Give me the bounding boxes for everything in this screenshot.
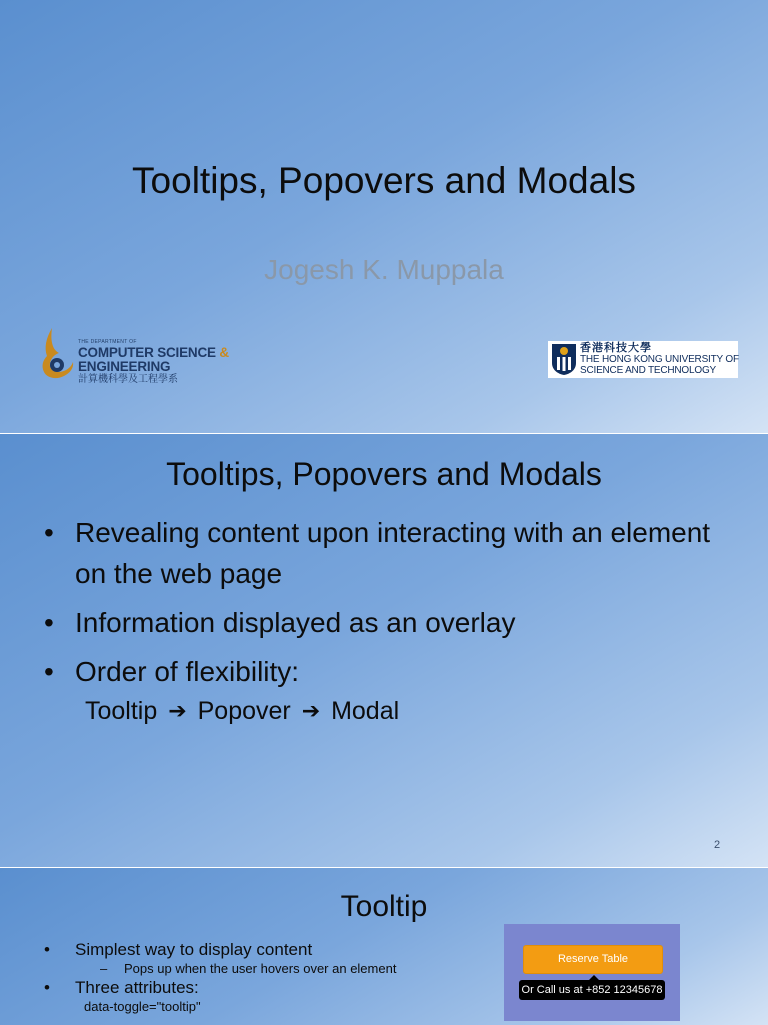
cse-swoosh-icon bbox=[38, 326, 76, 382]
bullet-icon: • bbox=[44, 656, 54, 687]
hkust-logo bbox=[548, 341, 738, 378]
right-arrow-icon: ➔ bbox=[168, 698, 187, 723]
hkust-name-line2: SCIENCE AND TECHNOLOGY bbox=[580, 365, 717, 376]
code-line: data-toggle="tooltip" bbox=[84, 999, 201, 1014]
bullet-list bbox=[44, 512, 744, 700]
sub-list-item bbox=[44, 960, 484, 978]
bullet-text: Order of flexibility: bbox=[75, 656, 300, 687]
author-name: Jogesh K. Muppala bbox=[264, 254, 504, 285]
reserve-table-button[interactable]: Reserve Table bbox=[523, 945, 663, 974]
list-item bbox=[44, 651, 744, 692]
tooltip-demo-image bbox=[504, 924, 680, 1021]
title-slide bbox=[0, 0, 768, 433]
tooltip-slide bbox=[0, 867, 768, 1025]
cse-dept-small-label: THE DEPARTMENT OF bbox=[78, 339, 137, 345]
right-arrow-icon: ➔ bbox=[301, 698, 321, 723]
bullet-text: Simplest way to display content bbox=[75, 940, 313, 959]
sub-bullet-text: Pops up when the user hovers over an element bbox=[124, 961, 397, 976]
slide-title: Tooltips, Popovers and Modals bbox=[132, 160, 636, 201]
hkust-chinese-name: 香港科技大學 bbox=[580, 342, 652, 354]
hkust-shield-icon bbox=[551, 343, 577, 376]
cse-name-amp: & bbox=[215, 345, 229, 360]
cse-name-part2: ENGINEERING bbox=[78, 358, 171, 374]
flex-popover: Popover bbox=[197, 697, 291, 725]
slide-title: Tooltips, Popovers and Modals bbox=[166, 456, 602, 492]
list-item bbox=[44, 602, 744, 643]
bullet-text: Revealing content upon interacting with an element on the web page bbox=[75, 517, 711, 589]
cse-name-part1: COMPUTER SCIENCE bbox=[78, 345, 216, 360]
overview-slide bbox=[0, 433, 768, 867]
tooltip-popup: Or Call us at +852 12345678 bbox=[519, 980, 665, 1000]
dash-icon: – bbox=[100, 961, 108, 976]
flexibility-order bbox=[85, 697, 399, 726]
list-item bbox=[44, 940, 484, 960]
page-number: 2 bbox=[714, 839, 721, 851]
cse-dept-chinese: 計算機科學及工程學系 bbox=[78, 374, 178, 385]
bullet-icon: • bbox=[44, 517, 54, 548]
cse-department-logo bbox=[38, 326, 278, 385]
bullet-list bbox=[44, 940, 484, 1016]
bullet-text: Information displayed as an overlay bbox=[75, 607, 516, 638]
bullet-icon: • bbox=[44, 940, 50, 959]
bullet-icon: • bbox=[44, 607, 54, 638]
cse-dept-name bbox=[78, 346, 278, 373]
list-item bbox=[44, 512, 744, 594]
bullet-icon: • bbox=[44, 978, 50, 997]
flex-modal: Modal bbox=[331, 697, 400, 725]
bullet-text: Three attributes: bbox=[75, 978, 199, 997]
hkust-name-line1: THE HONG KONG UNIVERSITY OF bbox=[580, 354, 739, 365]
slide-title: Tooltip bbox=[340, 890, 428, 923]
list-item bbox=[44, 978, 484, 998]
flex-tooltip: Tooltip bbox=[85, 697, 158, 725]
